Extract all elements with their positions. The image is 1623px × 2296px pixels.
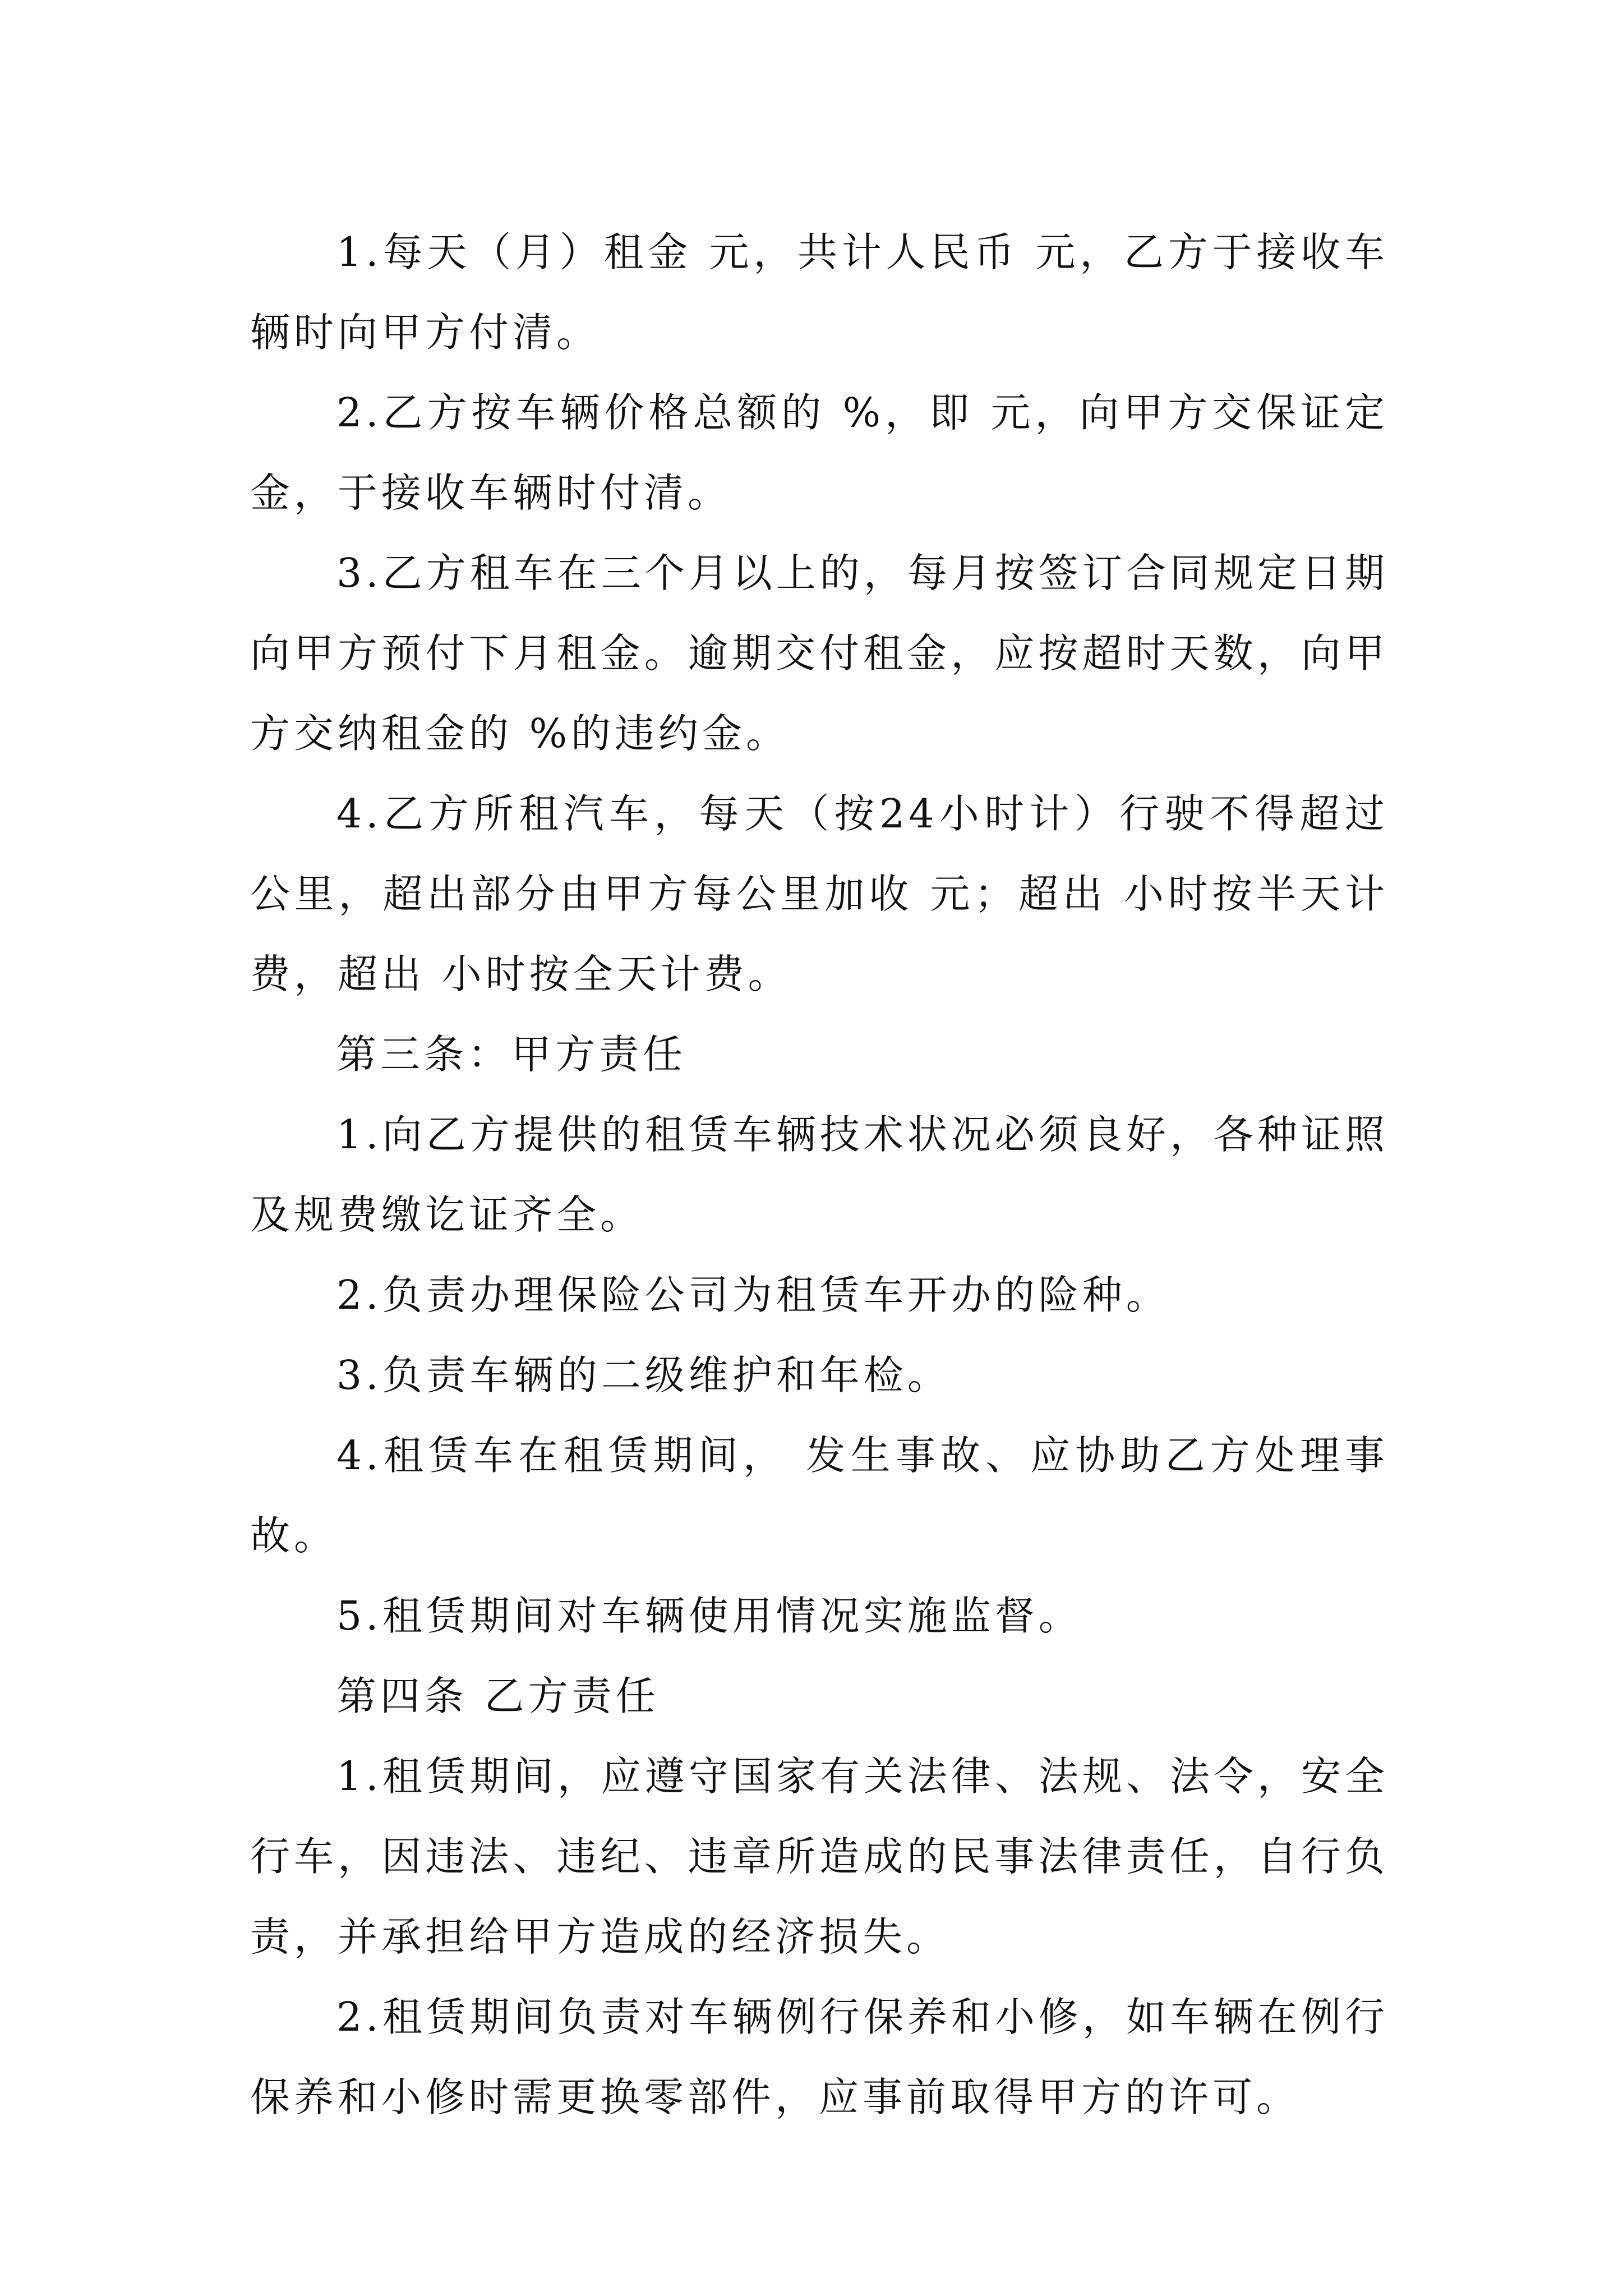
clause-4-item-2: 2.租赁期间负责对车辆例行保养和小修，如车辆在例行保养和小修时需更换零部件，应事前取得甲方的许可。 xyxy=(250,1994,1389,2120)
clause-4-item-1: 1.租赁期间，应遵守国家有关法律、法规、法令，安全行车，因违法、违纪、违章所造成的民事法律责任，自行负责，并承担给甲方造成的经济损失。 xyxy=(250,1753,1389,1960)
clause-3-item-1: 1.向乙方提供的租赁车辆技术状况必须良好，各种证照及规费缴讫证齐全。 xyxy=(250,1111,1389,1238)
clause-2-item-2: 2.乙方按车辆价格总额的 %，即 元，向甲方交保证定金，于接收车辆时付清。 xyxy=(250,389,1389,516)
document-body xyxy=(250,212,1389,2137)
clause-3-item-4: 4.租赁车在租赁期间， 发生事故、应协助乙方处理事故。 xyxy=(250,1432,1389,1559)
clause-3-heading: 第三条：甲方责任 xyxy=(336,1031,687,1078)
clause-4-heading: 第四条 乙方责任 xyxy=(336,1673,660,1719)
clause-2-item-1: 1.每天（月）租金 元，共计人民币 元，乙方于接收车辆时向甲方付清。 xyxy=(250,229,1389,356)
clause-3-item-3: 3.负责车辆的二级维护和年检。 xyxy=(336,1352,951,1398)
clause-3-item-5: 5.租赁期间对车辆使用情况实施监督。 xyxy=(336,1593,1082,1639)
clause-2-item-3: 3.乙方租车在三个月以上的，每月按签订合同规定日期向甲方预付下月租金。逾期交付租金，应按超时天数，向甲方交纳租金的 %的违约金。 xyxy=(250,550,1389,757)
clause-2-item-4: 4.乙方所租汽车，每天（按24小时计）行驶不得超过 公里，超出部分由甲方每公里加收 元；超出 小时按半天计费，超出 小时按全天计费。 xyxy=(250,790,1389,997)
clause-3-item-2: 2.负责办理保险公司为租赁车开办的险种。 xyxy=(336,1272,1170,1318)
